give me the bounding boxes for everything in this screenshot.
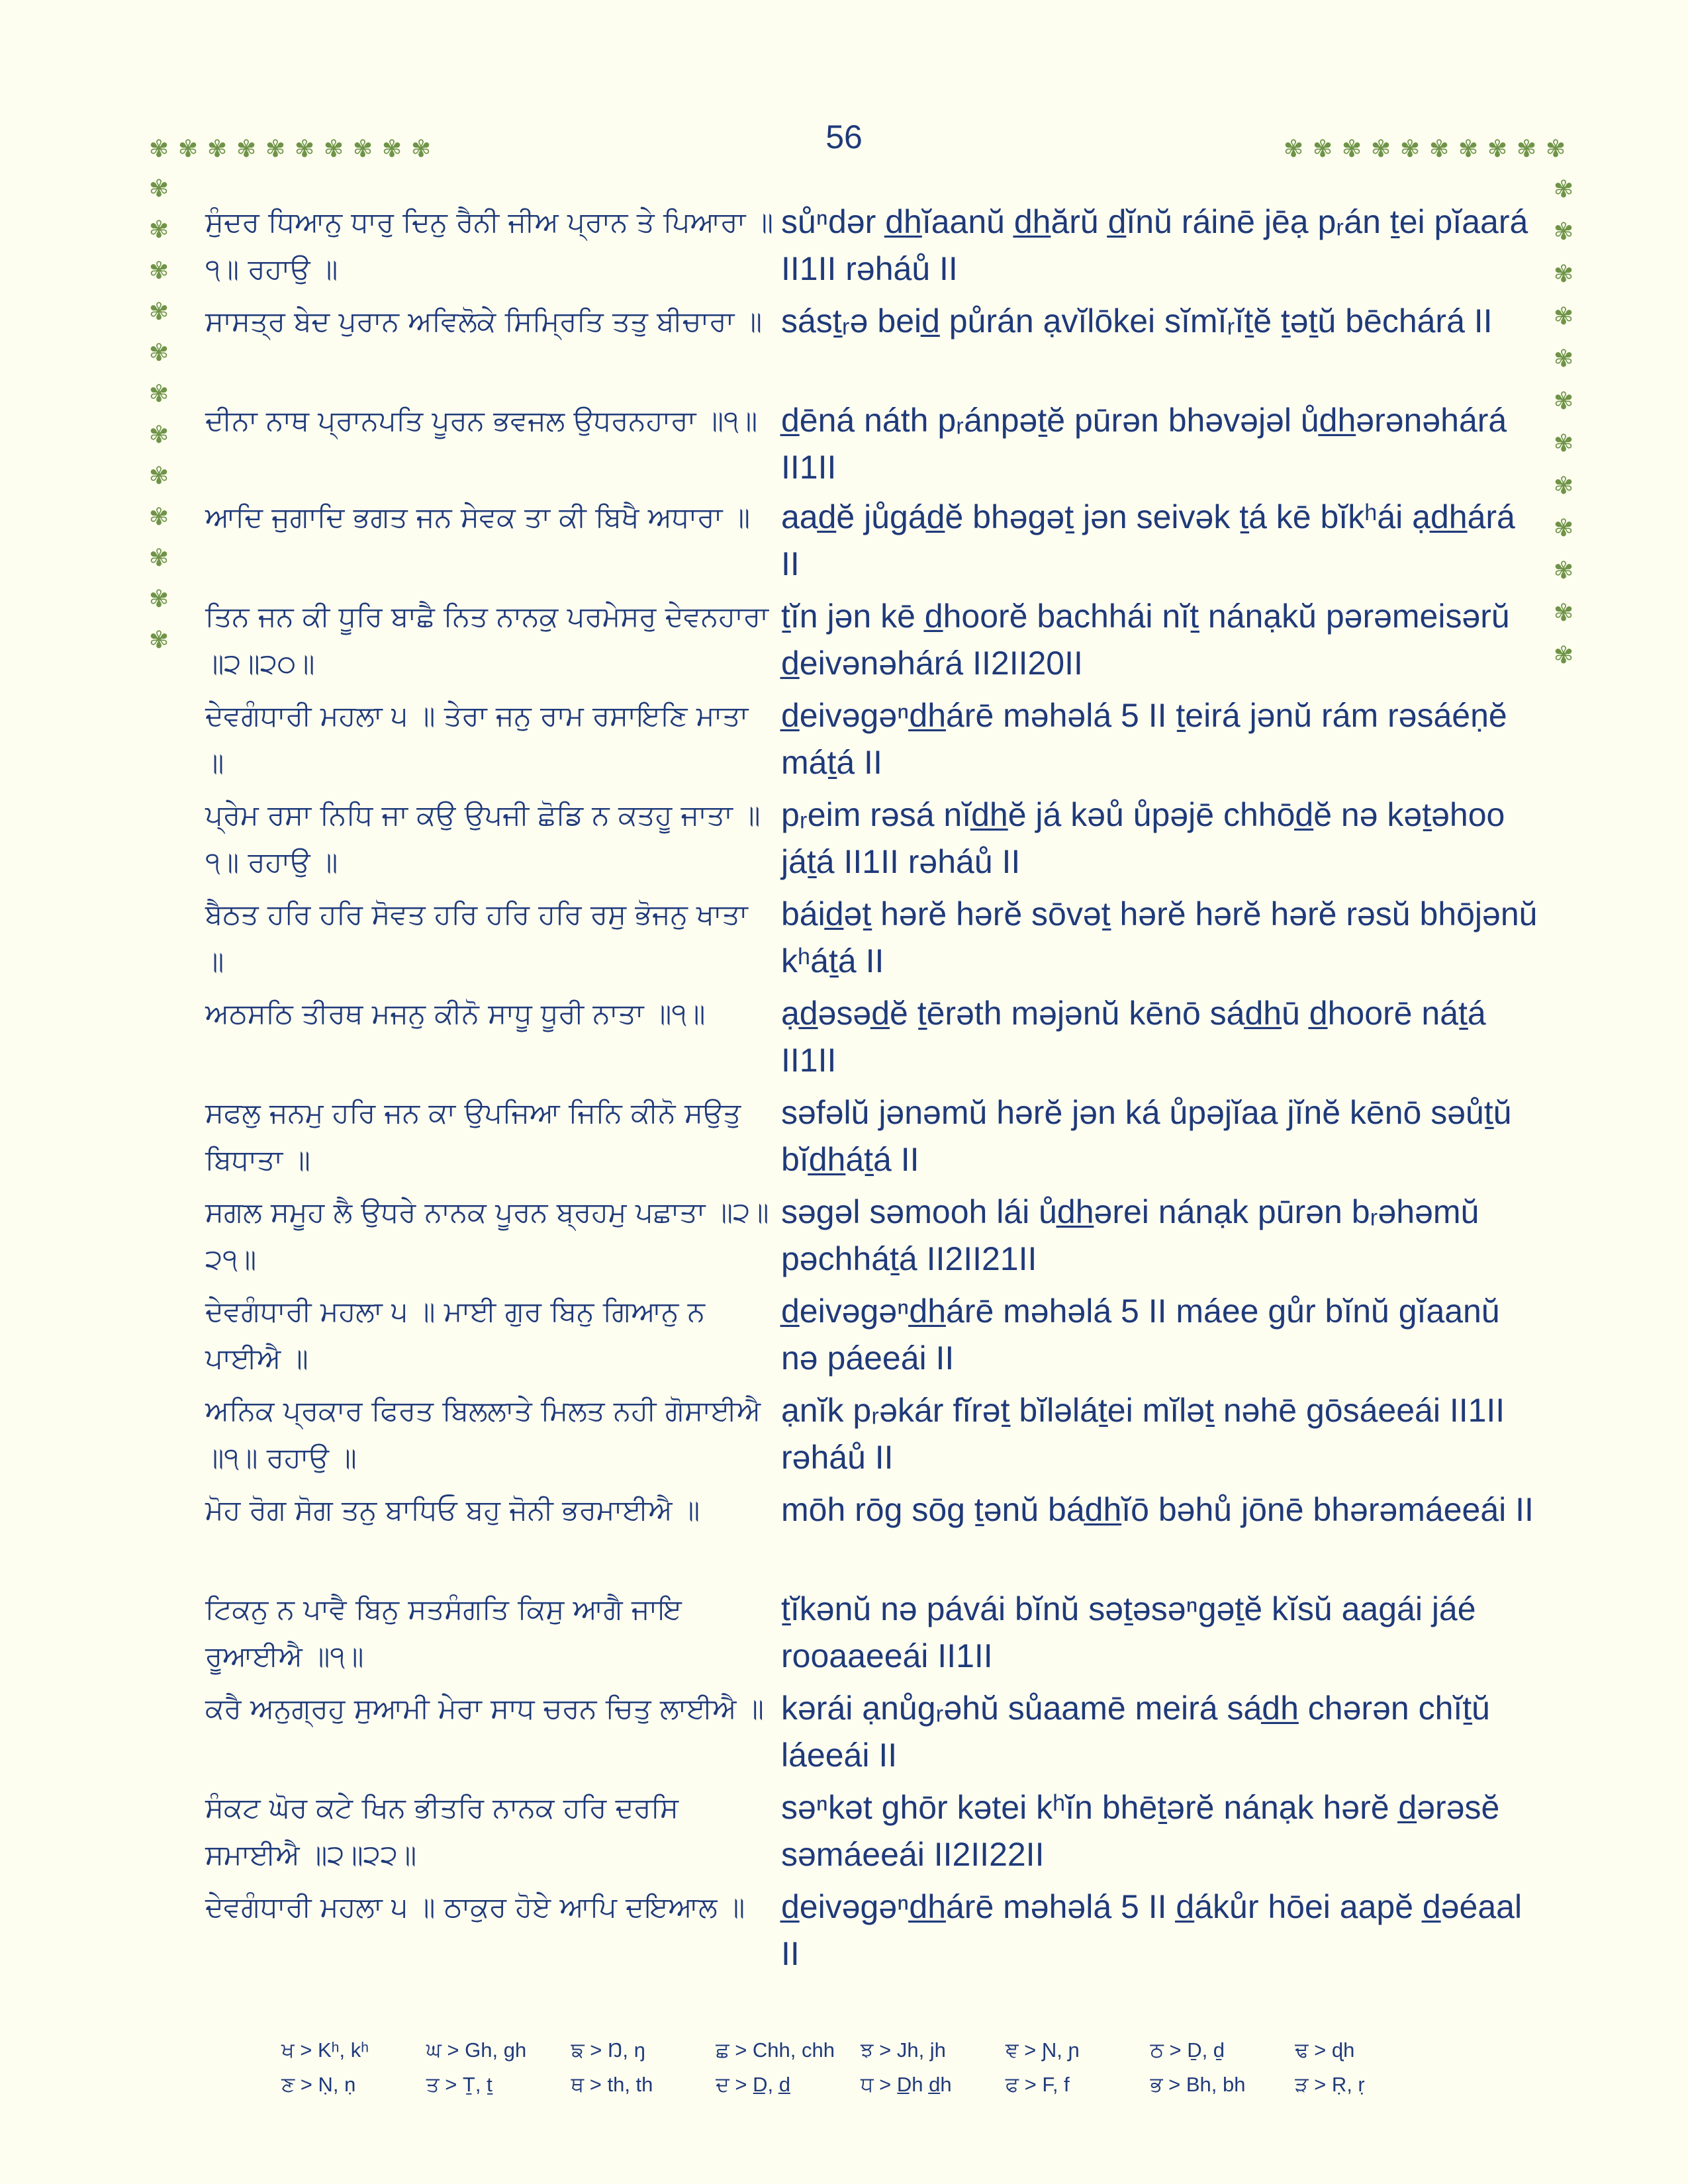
transliteration-text: d̲ēná náth pᵣánpəṯĕ pūrən bhəvəjəl ůd̲h̲ərənəhárá II1II	[781, 402, 1507, 486]
flower-icon: ✾	[265, 136, 286, 163]
legend-item: ਞ > Ɲ, ɲ	[1005, 2038, 1080, 2062]
flower-icon: ✾	[148, 504, 169, 531]
flower-icon: ✾	[410, 136, 432, 163]
flower-icon: ✾	[1341, 136, 1362, 163]
flower-icon: ✾	[323, 136, 344, 163]
flower-icon: ✾	[1487, 136, 1508, 163]
flower-icon: ✾	[1553, 176, 1574, 203]
transliteration-text: ṯĭkənŭ nə pávái bĭnŭ səṯəsəⁿgəṯĕ kĭsŭ aagái jáé rooaaeeái II1II	[781, 1590, 1476, 1674]
top-left-floral-border	[144, 136, 436, 163]
legend-item: ਦ > D̲, d̲	[716, 2072, 790, 2096]
legend-item: ਭ > Bh, bh	[1150, 2072, 1246, 2096]
flower-icon: ✾	[1283, 136, 1304, 163]
legend-item: ਣ > Ṇ, ṇ	[281, 2072, 356, 2096]
flower-icon: ✾	[1553, 642, 1574, 669]
flower-icon: ✾	[1553, 473, 1574, 500]
gurmukhi-text: ਪ੍ਰੇਮ ਰਸਾ ਨਿਧਿ ਜਾ ਕਉ ਉਪਜੀ ਛੋਡਿ ਨ ਕਤਹੂ ਜਾਤਾ ॥੧॥ ਰਹਾਉ ॥	[205, 799, 761, 878]
transliteration-text: d̲eivəgəⁿd̲h̲árē məhəlá 5 II máee gůr bĭnŭ gĭaanŭ nə páeeái II	[781, 1293, 1500, 1377]
transliteration-text: səfəlŭ jənəmŭ hərĕ jən ká ůpəjĭaa jĭnĕ kēnō səůṯŭ bĭd̲h̲áṯá II	[781, 1094, 1512, 1178]
gurmukhi-text: ਸੁੰਦਰ ਧਿਆਨੁ ਧਾਰੁ ਦਿਨੁ ਰੈਨੀ ਜੀਅ ਪ੍ਰਾਨ ਤੇ ਪਿਆਰਾ ॥੧॥ ਰਹਾਉ ॥	[205, 206, 774, 285]
transliteration-text: pᵣeim rəsá nĭd̲h̲ĕ já kəů ůpəjē chhōd̲ĕ nə kəṯəhoo jáṯá II1II rəháů II	[781, 796, 1505, 880]
gurmukhi-text: ਟਿਕਨੁ ਨ ਪਾਵੈ ਬਿਨੁ ਸਤਸੰਗਤਿ ਕਿਸੁ ਆਗੈ ਜਾਇ ਰੂਆਈਐ ॥੧॥	[205, 1593, 682, 1672]
gurmukhi-text: ਅਨਿਕ ਪ੍ਰਕਾਰ ਫਿਰਤ ਬਿਲਲਾਤੇ ਮਿਲਤ ਨਹੀ ਗੋਸਾਈਐ ॥੧॥ ਰਹਾਉ ॥	[205, 1394, 761, 1474]
flower-icon: ✾	[1553, 515, 1574, 542]
transliteration-text: səgəl səmooh lái ůd̲h̲ərei nánạk pūrən bᵣəhəmŭ pəchháṯá II2II21II	[781, 1193, 1479, 1277]
transliteration-text: ạd̲əsəd̲ĕ ṯērəth məjənŭ kēnō sád̲h̲ū d̲hoorē náṯá II1II	[781, 995, 1486, 1079]
transliteration-text: mōh rōg sōg ṯənŭ bád̲h̲ĭō bəhů jōnē bhərəmáeeái II	[781, 1491, 1534, 1528]
flower-icon: ✾	[148, 257, 169, 285]
gurmukhi-text: ਦੇਵਗੰਧਾਰੀ ਮਹਲਾ ੫ ॥ ਮਾਈ ਗੁਰ ਬਿਨੁ ਗਿਆਨੁ ਨ ਪਾਈਐ ॥	[205, 1295, 705, 1375]
flower-icon: ✾	[148, 298, 169, 326]
flower-icon: ✾	[352, 136, 373, 163]
gurmukhi-text: ਸਫਲੁ ਜਨਮੁ ਹਰਿ ਜਨ ਕਾ ਉਪਜਿਆ ਜਿਨਿ ਕੀਨੋ ਸਉਤੁ ਬਿਧਾਤਾ ॥	[205, 1097, 741, 1176]
gurmukhi-text: ਕਰੈ ਅਨੁਗ੍ਰਹੁ ਸੁਆਮੀ ਮੇਰਾ ਸਾਧ ਚਰਨ ਚਿਤੁ ਲਾਈਐ ॥	[205, 1692, 764, 1725]
transliteration-text: ạnĭk pᵣəkár fĭrəṯ bĭləláṯei mĭləṯ nəhē gōsáeeái II1II rəháů II	[781, 1392, 1505, 1476]
legend-item: ਙ > Ŋ, ŋ	[571, 2038, 645, 2062]
legend-row	[281, 2033, 1440, 2068]
legend-item: ੜ > Ṛ, ṛ	[1295, 2072, 1365, 2096]
flower-icon: ✾	[381, 136, 402, 163]
transliteration-text: sásṯᵣə beid̲ půrán ạvĭlōkei sĭmĭᵣĭṯĕ ṯəṯŭ bēchárá II	[781, 302, 1493, 340]
flower-icon: ✾	[148, 422, 169, 449]
legend-item: ਛ > Chh, chh	[716, 2038, 835, 2062]
transliteration-legend	[281, 2033, 1440, 2102]
flower-icon: ✾	[1553, 600, 1574, 627]
flower-icon: ✾	[1553, 303, 1574, 330]
transliteration-text: d̲eivəgəⁿd̲h̲árē məhəlá 5 II d̲ákůr hōei aapĕ d̲əéaal II	[781, 1888, 1523, 1972]
flower-icon: ✾	[148, 381, 169, 408]
gurmukhi-text: ਸਾਸਤ੍ਰ ਬੇਦ ਪੁਰਾਨ ਅਵਿਲੋਕੇ ਸਿਮ੍ਰਿਤਿ ਤਤੁ ਬੀਚਾਰਾ ॥	[205, 305, 763, 338]
legend-item: ਧ > D̲h d̲h	[861, 2072, 952, 2096]
legend-item: ਝ > Jh, jh	[861, 2038, 946, 2062]
flower-icon: ✾	[1553, 345, 1574, 373]
gurmukhi-text: ਬੈਠਤ ਹਰਿ ਹਰਿ ਸੋਵਤ ਹਰਿ ਹਰਿ ਹਰਿ ਰਸੁ ਭੋਜਨੁ ਖਾਤਾ ॥	[205, 898, 748, 978]
flower-icon: ✾	[148, 545, 169, 572]
flower-icon: ✾	[1458, 136, 1479, 163]
legend-item: ਥ > th, th	[571, 2072, 653, 2096]
transliteration-text: báid̲əṯ hərĕ hərĕ sōvəṯ hərĕ hərĕ hərĕ rəsŭ bhōjənŭ kʰáṯá II	[781, 895, 1538, 979]
top-right-floral-border	[1279, 136, 1570, 163]
flower-icon: ✾	[1312, 136, 1333, 163]
flower-icon: ✾	[1553, 557, 1574, 584]
flower-icon: ✾	[294, 136, 315, 163]
gurmukhi-text: ਅਠਸਠਿ ਤੀਰਥ ਮਜਨੁ ਕੀਨੋ ਸਾਧੂ ਧੂਰੀ ਨਾਤਾ ॥੧॥	[205, 997, 706, 1030]
flower-icon: ✾	[148, 340, 169, 367]
flower-icon: ✾	[148, 136, 169, 163]
transliteration-text: d̲eivəgəⁿd̲h̲árē məhəlá 5 II ṯeirá jənŭ rám rəsáéṇĕ máṯá II	[781, 697, 1507, 781]
legend-item: ਫ > F, f	[1005, 2072, 1070, 2096]
transliteration-text: sůⁿdər d̲h̲ĭaanŭ d̲h̲ărŭ d̲ĭnŭ ráinē jēạ pᵣán ṯei pĭaará II1II rəháů II	[781, 203, 1528, 287]
flower-icon: ✾	[1553, 430, 1574, 457]
legend-row	[281, 2068, 1440, 2102]
legend-item: ਘ > Gh, gh	[426, 2038, 527, 2062]
transliteration-text: kərái ạnůgᵣəhŭ sůaamē meirá sád̲h̲ chərən chĭṯŭ láeeái II	[781, 1690, 1490, 1774]
gurmukhi-text: ਦੀਨਾ ਨਾਥ ਪ੍ਰਾਨਪਤਿ ਪੂਰਨ ਭਵਜਲ ਉਧਰਨਹਾਰਾ ॥੧॥	[205, 404, 758, 437]
gurmukhi-text: ਆਦਿ ਜੁਗਾਦਿ ਭਗਤ ਜਨ ਸੇਵਕ ਤਾ ਕੀ ਬਿਖੈ ਅਧਾਰਾ ॥	[205, 501, 751, 533]
gurmukhi-text: ਸਗਲ ਸਮੂਹ ਲੈ ਉਧਰੇ ਨਾਨਕ ਪੂਰਨ ਬ੍ਰਹਮੁ ਪਛਾਤਾ ॥੨॥੨੧॥	[205, 1196, 769, 1275]
legend-item: ਤ > Ṯ, ṯ	[426, 2072, 492, 2096]
flower-icon: ✾	[148, 463, 169, 490]
transliteration-text: səⁿkət ghōr kətei kʰĭn bhēṯərĕ nánạk hərĕ d̲ərəsĕ səmáeeái II2II22II	[781, 1789, 1500, 1873]
flower-icon: ✾	[148, 627, 169, 654]
flower-icon: ✾	[1370, 136, 1391, 163]
gurmukhi-text: ਮੋਹ ਰੋਗ ਸੋਗ ਤਨੁ ਬਾਧਿਓ ਬਹੁ ਜੋਨੀ ਭਰਮਾਈਐ ॥	[205, 1494, 700, 1526]
flower-icon: ✾	[1516, 136, 1537, 163]
flower-icon: ✾	[1553, 388, 1574, 415]
right-floral-border	[1549, 169, 1578, 677]
flower-icon: ✾	[1399, 136, 1421, 163]
gurmukhi-text: ਸੰਕਟ ਘੋਰ ਕਟੇ ਖਿਨ ਭੀਤਰਿ ਨਾਨਕ ਹਰਿ ਦਰਸਿ ਸਮਾਈਐ ॥੨॥੨੨॥	[205, 1792, 679, 1871]
page-number: 56	[825, 118, 863, 156]
legend-item: ਖ > Kʰ, kʰ	[281, 2038, 369, 2062]
gurmukhi-text: ਦੇਵਗੰਧਾਰੀ ਮਹਲਾ ੫ ॥ ਠਾਕੁਰ ਹੋਏ ਆਪਿ ਦਇਆਲ ॥	[205, 1891, 745, 1923]
flower-icon: ✾	[1553, 218, 1574, 246]
gurmukhi-text: ਤਿਨ ਜਨ ਕੀ ਧੂਰਿ ਬਾਛੈ ਨਿਤ ਨਾਨਕੁ ਪਰਮੇਸਰੁ ਦੇਵਨਹਾਰਾ ॥੨॥੨੦॥	[205, 600, 769, 680]
flower-icon: ✾	[1545, 136, 1566, 163]
flower-icon: ✾	[1429, 136, 1450, 163]
flower-icon: ✾	[236, 136, 257, 163]
gurmukhi-text: ਦੇਵਗੰਧਾਰੀ ਮਹਲਾ ੫ ॥ ਤੇਰਾ ਜਨੁ ਰਾਮ ਰਸਾਇਣਿ ਮਾਤਾ ॥	[205, 700, 749, 779]
flower-icon: ✾	[1553, 261, 1574, 288]
transliteration-text: ṯĭn jən kē d̲hoorĕ bachhái nĭṯ nánạkŭ pərəmeisərŭ d̲eivənəhárá II2II20II	[781, 598, 1510, 682]
transliteration-text: aad̲ĕ jůgád̲ĕ bhəgəṯ jən seivək ṯá kē bĭkʰái ạd̲h̲árá II	[781, 498, 1515, 582]
legend-item: ਠ > Ḏ, ḏ	[1150, 2038, 1225, 2062]
flower-icon: ✾	[148, 175, 169, 203]
flower-icon: ✾	[148, 216, 169, 244]
left-floral-border	[144, 169, 173, 661]
legend-item: ਢ > ɖh	[1295, 2038, 1355, 2062]
flower-icon: ✾	[207, 136, 228, 163]
flower-icon: ✾	[177, 136, 199, 163]
flower-icon: ✾	[148, 586, 169, 613]
